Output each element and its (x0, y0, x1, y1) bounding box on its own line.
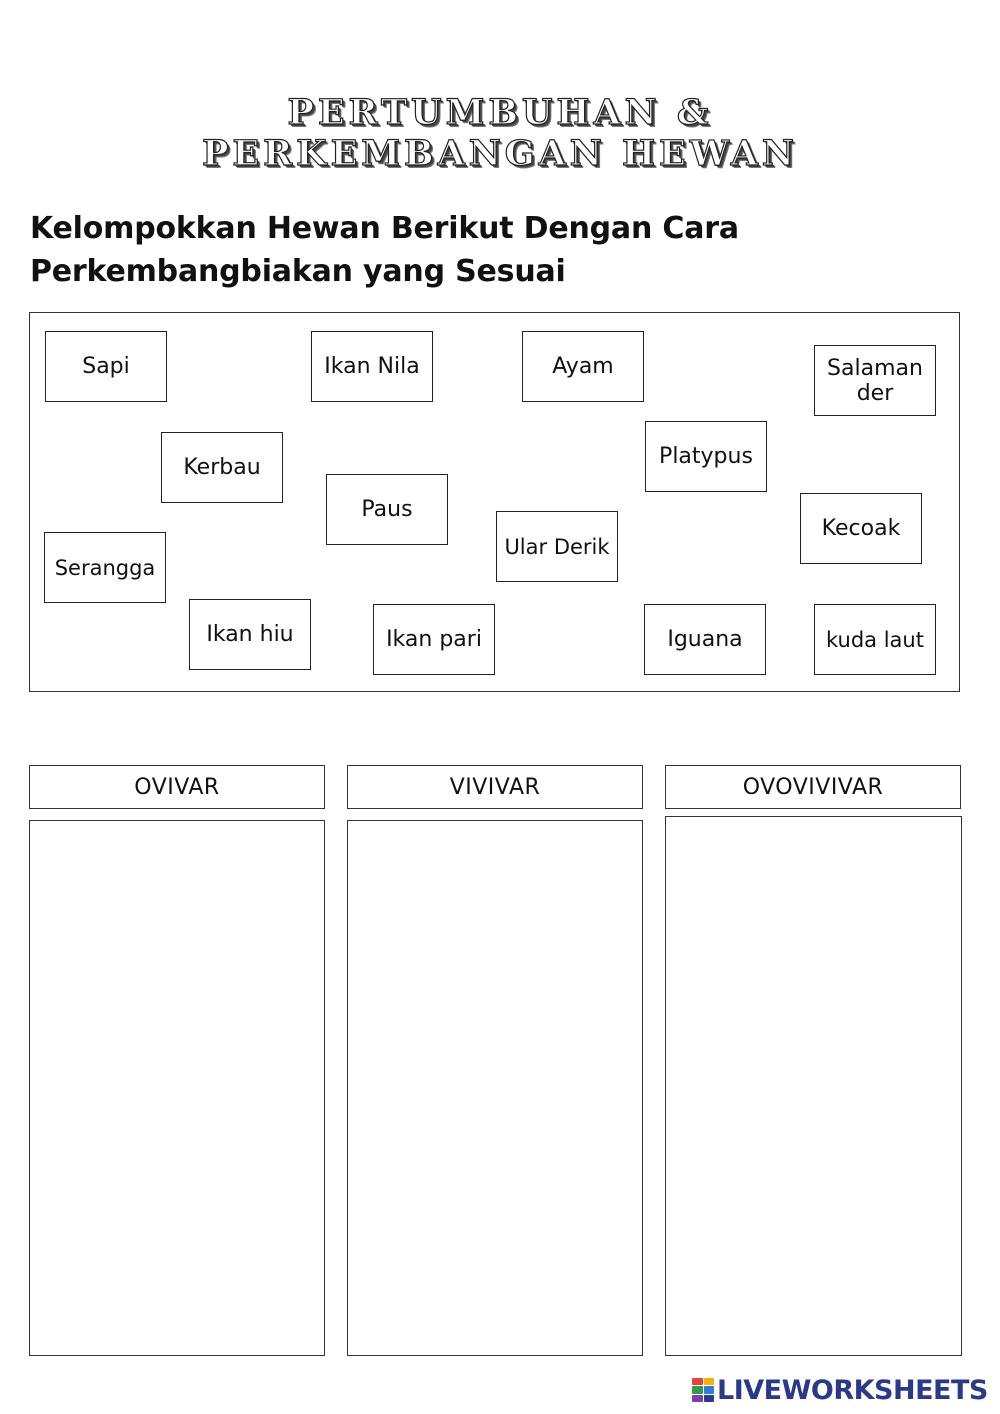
card-ayam[interactable] (522, 331, 644, 402)
card-paus[interactable] (326, 474, 448, 545)
card-label: Ikan hiu (206, 621, 294, 647)
logo-square (704, 1378, 715, 1385)
word-bank (29, 312, 960, 692)
category-header-ovivar: OVIVAR (29, 765, 325, 809)
title-line-1: PERTUMBUHAN & (287, 92, 713, 133)
card-label: Ayam (552, 353, 614, 379)
card-label: Ular Derik (504, 534, 610, 559)
card-label: Ikan Nila (324, 353, 420, 379)
card-kerbau[interactable] (161, 432, 283, 503)
liveworksheets-logo (692, 1374, 988, 1406)
instruction-line-1: Kelompokkan Hewan Berikut Dengan Cara (30, 211, 739, 246)
card-ikan-pari[interactable] (373, 604, 495, 675)
liveworksheets-logo-icon (692, 1378, 714, 1402)
card-ikan-nila[interactable] (311, 331, 433, 402)
drop-zone-ovivar[interactable] (29, 820, 325, 1356)
logo-square (704, 1386, 715, 1393)
drop-zone-vivivar[interactable] (347, 820, 643, 1356)
logo-square (692, 1386, 703, 1393)
logo-text: LIVEWORKSHEETS (717, 1374, 988, 1406)
card-label-line-1: Salaman (827, 355, 923, 381)
category-header-ovovivivar: OVOVIVIVAR (665, 765, 961, 809)
worksheet-title (0, 92, 1000, 174)
card-salamander[interactable] (814, 345, 936, 416)
logo-square (692, 1395, 703, 1402)
card-label: Serangga (54, 555, 156, 580)
instruction-line-2: Perkembangbiakan yang Sesuai (30, 254, 566, 289)
instruction-text (30, 207, 960, 293)
card-label: Iguana (667, 626, 743, 652)
card-label: Sapi (82, 353, 130, 379)
card-kuda-laut[interactable] (814, 604, 936, 675)
category-header-vivivar: VIVIVAR (347, 765, 643, 809)
card-label: Paus (361, 496, 413, 522)
drop-zone-ovovivivar[interactable] (665, 816, 962, 1356)
title-line-2: PERKEMBANGAN HEWAN (202, 133, 798, 174)
card-ikan-hiu[interactable] (189, 599, 311, 670)
card-serangga[interactable] (44, 532, 166, 603)
card-platypus[interactable] (645, 421, 767, 492)
card-iguana[interactable] (644, 604, 766, 675)
card-label: Kerbau (183, 454, 261, 480)
card-sapi[interactable] (45, 331, 167, 402)
card-ular-derik[interactable] (496, 511, 618, 582)
logo-square (704, 1395, 715, 1402)
logo-square (692, 1378, 703, 1385)
card-label: Kecoak (821, 515, 901, 541)
card-label: Ikan pari (386, 626, 482, 652)
card-label: Platypus (659, 443, 753, 469)
card-label-line-2: der (856, 380, 894, 406)
card-label: kuda laut (826, 627, 924, 652)
card-kecoak[interactable] (800, 493, 922, 564)
